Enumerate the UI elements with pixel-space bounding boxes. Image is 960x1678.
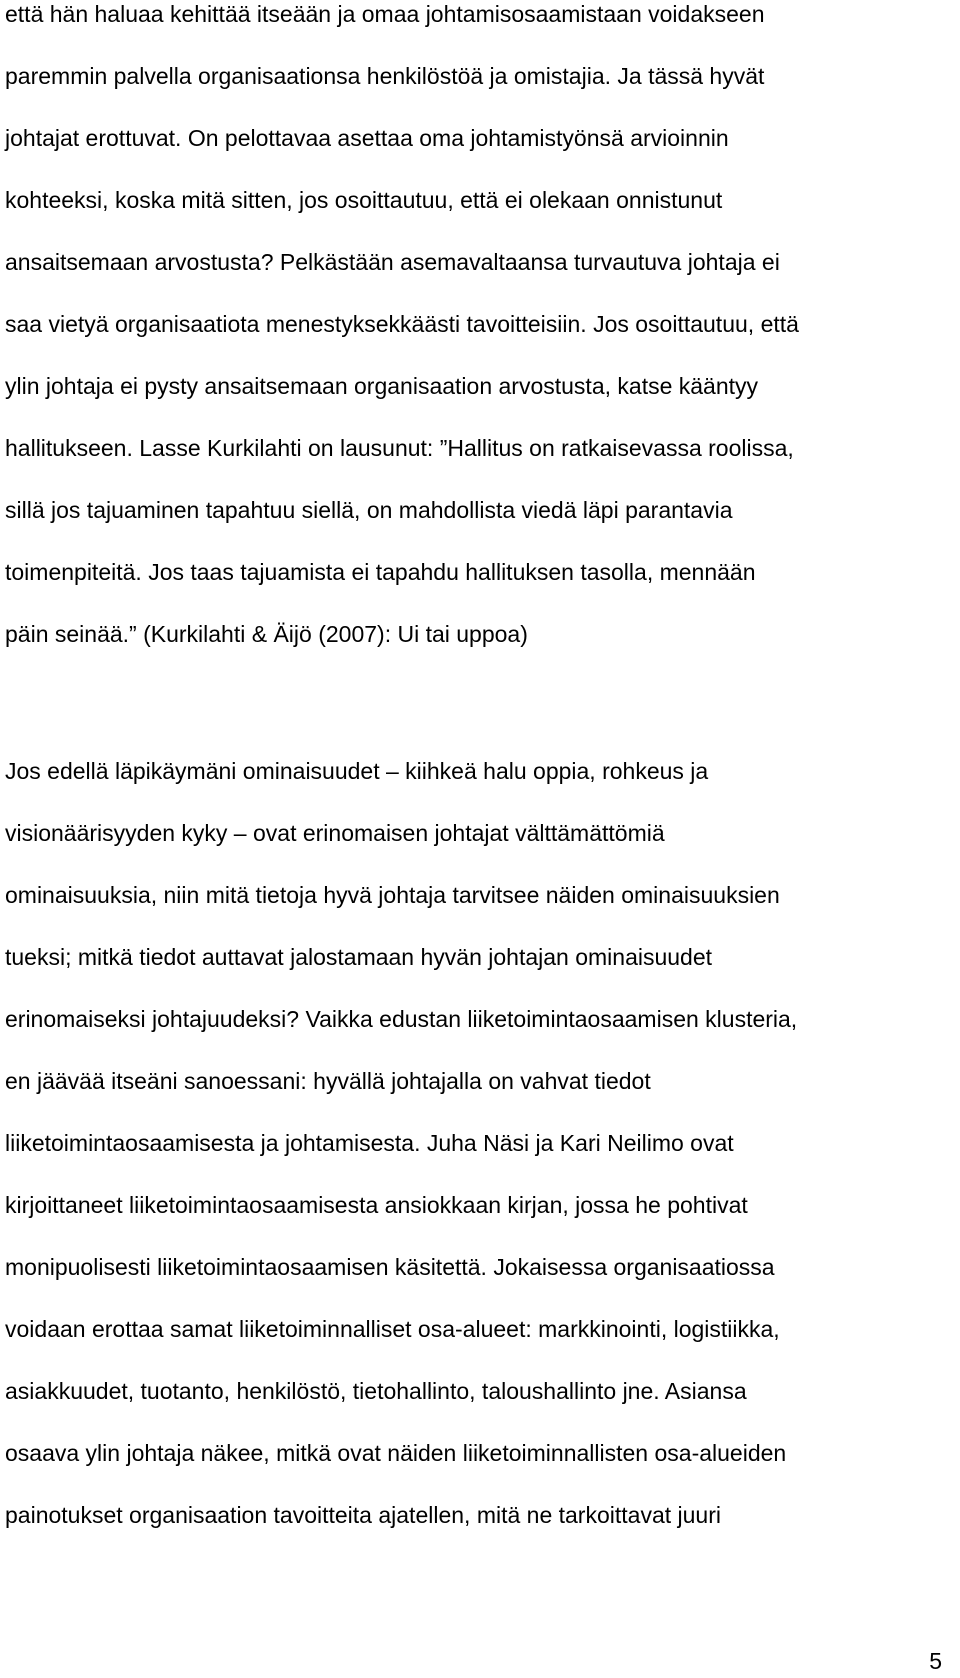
text-line: hallitukseen. Lasse Kurkilahti on lausunut: ”Hallitus on ratkaisevassa roolissa, bbox=[5, 435, 794, 461]
text-line: monipuolisesti liiketoimintaosaamisen käsitettä. Jokaisessa organisaatiossa bbox=[5, 1254, 775, 1280]
text-line: visionäärisyyden kyky – ovat erinomaisen johtajat välttämättömiä bbox=[5, 820, 665, 846]
page-number: 5 bbox=[929, 1648, 942, 1674]
paragraph-business-knowledge bbox=[5, 740, 955, 1546]
text-line: ylin johtaja ei pysty ansaitsemaan organisaation arvostusta, katse kääntyy bbox=[5, 373, 759, 399]
text-line: painotukset organisaation tavoitteita ajatellen, mitä ne tarkoittavat juuri bbox=[5, 1502, 721, 1528]
text-line: osaava ylin johtaja näkee, mitkä ovat näiden liiketoiminnallisten osa-alueiden bbox=[5, 1440, 787, 1466]
text-line: sillä jos tajuaminen tapahtuu siellä, on mahdollista viedä läpi parantavia bbox=[5, 497, 733, 523]
text-line: saa vietyä organisaatiota menestyksekkäästi tavoitteisiin. Jos osoittautuu, että bbox=[5, 311, 799, 337]
text-line: paremmin palvella organisaationsa henkilöstöä ja omistajia. Ja tässä hyvät bbox=[5, 63, 765, 89]
text-line: tueksi; mitkä tiedot auttavat jalostamaan hyvän johtajan ominaisuudet bbox=[5, 944, 713, 970]
text-line: voidaan erottaa samat liiketoiminnalliset osa-alueet: markkinointi, logistiikka, bbox=[5, 1316, 780, 1342]
text-line: toimenpiteitä. Jos taas tajuamista ei tapahdu hallituksen tasolla, mennään bbox=[5, 559, 756, 585]
paragraph-kurkilahti-quote bbox=[5, 0, 955, 665]
text-line: en jäävää itseäni sanoessani: hyvällä johtajalla on vahvat tiedot bbox=[5, 1068, 651, 1094]
text-line: Jos edellä läpikäymäni ominaisuudet – kiihkeä halu oppia, rohkeus ja bbox=[5, 758, 709, 784]
text-line: että hän haluaa kehittää itseään ja omaa johtamisosaamistaan voidakseen bbox=[5, 1, 765, 27]
text-line: päin seinää.” (Kurkilahti & Äijö (2007): Ui tai uppoa) bbox=[5, 621, 528, 647]
text-line: asiakkuudet, tuotanto, henkilöstö, tietohallinto, taloushallinto jne. Asiansa bbox=[5, 1378, 747, 1404]
text-line: liiketoimintaosaamisesta ja johtamisesta. Juha Näsi ja Kari Neilimo ovat bbox=[5, 1130, 734, 1156]
text-line: kirjoittaneet liiketoimintaosaamisesta ansiokkaan kirjan, jossa he pohtivat bbox=[5, 1192, 748, 1218]
text-line: johtajat erottuvat. On pelottavaa asettaa oma johtamistyönsä arvioinnin bbox=[5, 125, 729, 151]
text-line: erinomaiseksi johtajuudeksi? Vaikka edustan liiketoimintaosaamisen klusteria, bbox=[5, 1006, 798, 1032]
text-line: ansaitsemaan arvostusta? Pelkästään asemavaltaansa turvautuva johtaja ei bbox=[5, 249, 780, 275]
text-line: kohteeksi, koska mitä sitten, jos osoittautuu, että ei olekaan onnistunut bbox=[5, 187, 723, 213]
text-line: ominaisuuksia, niin mitä tietoja hyvä johtaja tarvitsee näiden ominaisuuksien bbox=[5, 882, 780, 908]
